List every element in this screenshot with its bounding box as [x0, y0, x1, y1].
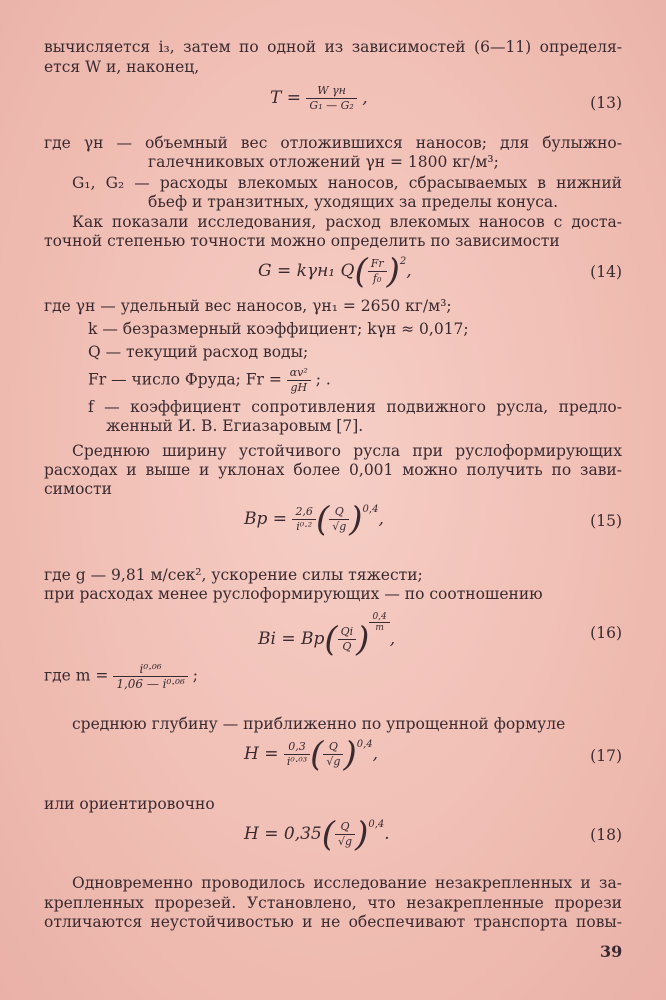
definition-line: G₁, G₂ — расходы влекомых наносов, сбрасываемых в нижний — [72, 174, 622, 192]
equation-18: H = 0,35( $\frac{Q}{√g}$ )$^{0,4}$. — [244, 814, 390, 855]
definition-line: Q — текущий расход воды; — [88, 343, 309, 361]
equation-number: (18) — [590, 826, 622, 844]
paragraph-line: крепленных прорезей. Установлено, что незакрепленные прорези — [44, 894, 622, 912]
definition-line: где γн — удельный вес наносов, γн₁ = 2650 кг/м³; — [44, 297, 452, 315]
paragraph-line: Одновременно проводилось исследование незакрепленных и за- — [72, 874, 622, 892]
equation-number: (13) — [590, 94, 622, 112]
definition-line: Fr — число Фруда; Fr = $\frac{\text{αv²}}{gH}$ ; . — [88, 366, 331, 394]
paragraph-line: или ориентировочно — [44, 795, 215, 813]
equation-number: (17) — [590, 747, 622, 765]
equation-number: (16) — [590, 624, 622, 642]
definition-line: женный И. В. Егиазаровым [7]. — [106, 417, 364, 435]
paragraph-line: при расходах менее руслоформирующих — по соотношению — [44, 585, 543, 603]
equation-17: H = $\frac{0,3}{\text{i⁰·⁰³}}$ ( $\frac{Q}{√g}$ )$^{0,4}$, — [244, 734, 379, 775]
definition-line: f — коэффициент сопротивления подвижного русла, предло- — [88, 398, 622, 416]
paragraph-line: расходах и выше и уклонах более 0,001 можно получить по зави- — [44, 461, 622, 479]
definition-line: бьеф и транзитных, уходящих за пределы конуса. — [148, 193, 559, 211]
equation-number: (14) — [590, 263, 622, 281]
equation-13: T = $\frac{\text{W γн}}{\text{G₁ — G₂}}$ , — [270, 84, 368, 112]
page-number: 39 — [600, 942, 623, 961]
definition-line: где γн — объемный вес отложившихся наносов; для булыжно- — [44, 134, 622, 152]
text-line: вычисляется i₃, затем по одной из зависимостей (6—11) определя- — [44, 38, 622, 56]
definition-m: где m = $\frac{\text{i⁰·⁰⁶}}{\text{1,06 — i⁰·⁰⁶}}$ ; — [44, 662, 198, 691]
equation-16: Bi = Bр( $\frac{Qi}{Q}$ ) $\frac{0,4}{m}$ , — [258, 612, 396, 660]
equation-number: (15) — [590, 512, 622, 530]
definition-line: k — безразмерный коэффициент; kγн ≈ 0,017; — [88, 320, 469, 338]
text-line: ется W и, наконец, — [44, 58, 200, 76]
equation-15: Bр = $\frac{2,6}{\text{i⁰·²}}$ ( $\frac{Q}{√g}$ )$^{0,4}$, — [244, 499, 384, 540]
paragraph-line: отличаются неустойчивостью и не обеспечивают транспорта повы- — [44, 913, 622, 931]
definition-line: галечниковых отложений γн = 1800 кг/м³; — [148, 153, 499, 171]
paragraph-line: среднюю глубину — приближенно по упрощенной формуле — [72, 715, 566, 733]
paragraph-line: Как показали исследования, расход влекомых наносов с доста- — [72, 213, 622, 231]
paragraph-line: точной степенью точности можно определить по зависимости — [44, 232, 560, 250]
paragraph-line: симости — [44, 480, 112, 498]
paragraph-line: Среднюю ширину устойчивого русла при руслоформирующих — [72, 442, 622, 460]
definition-line: где g — 9,81 м/сек², ускорение силы тяжести; — [44, 566, 423, 584]
equation-14: G = kγн₁ Q( $\frac{Fr}{\text{f₀}}$ )$^2$, — [258, 251, 412, 292]
